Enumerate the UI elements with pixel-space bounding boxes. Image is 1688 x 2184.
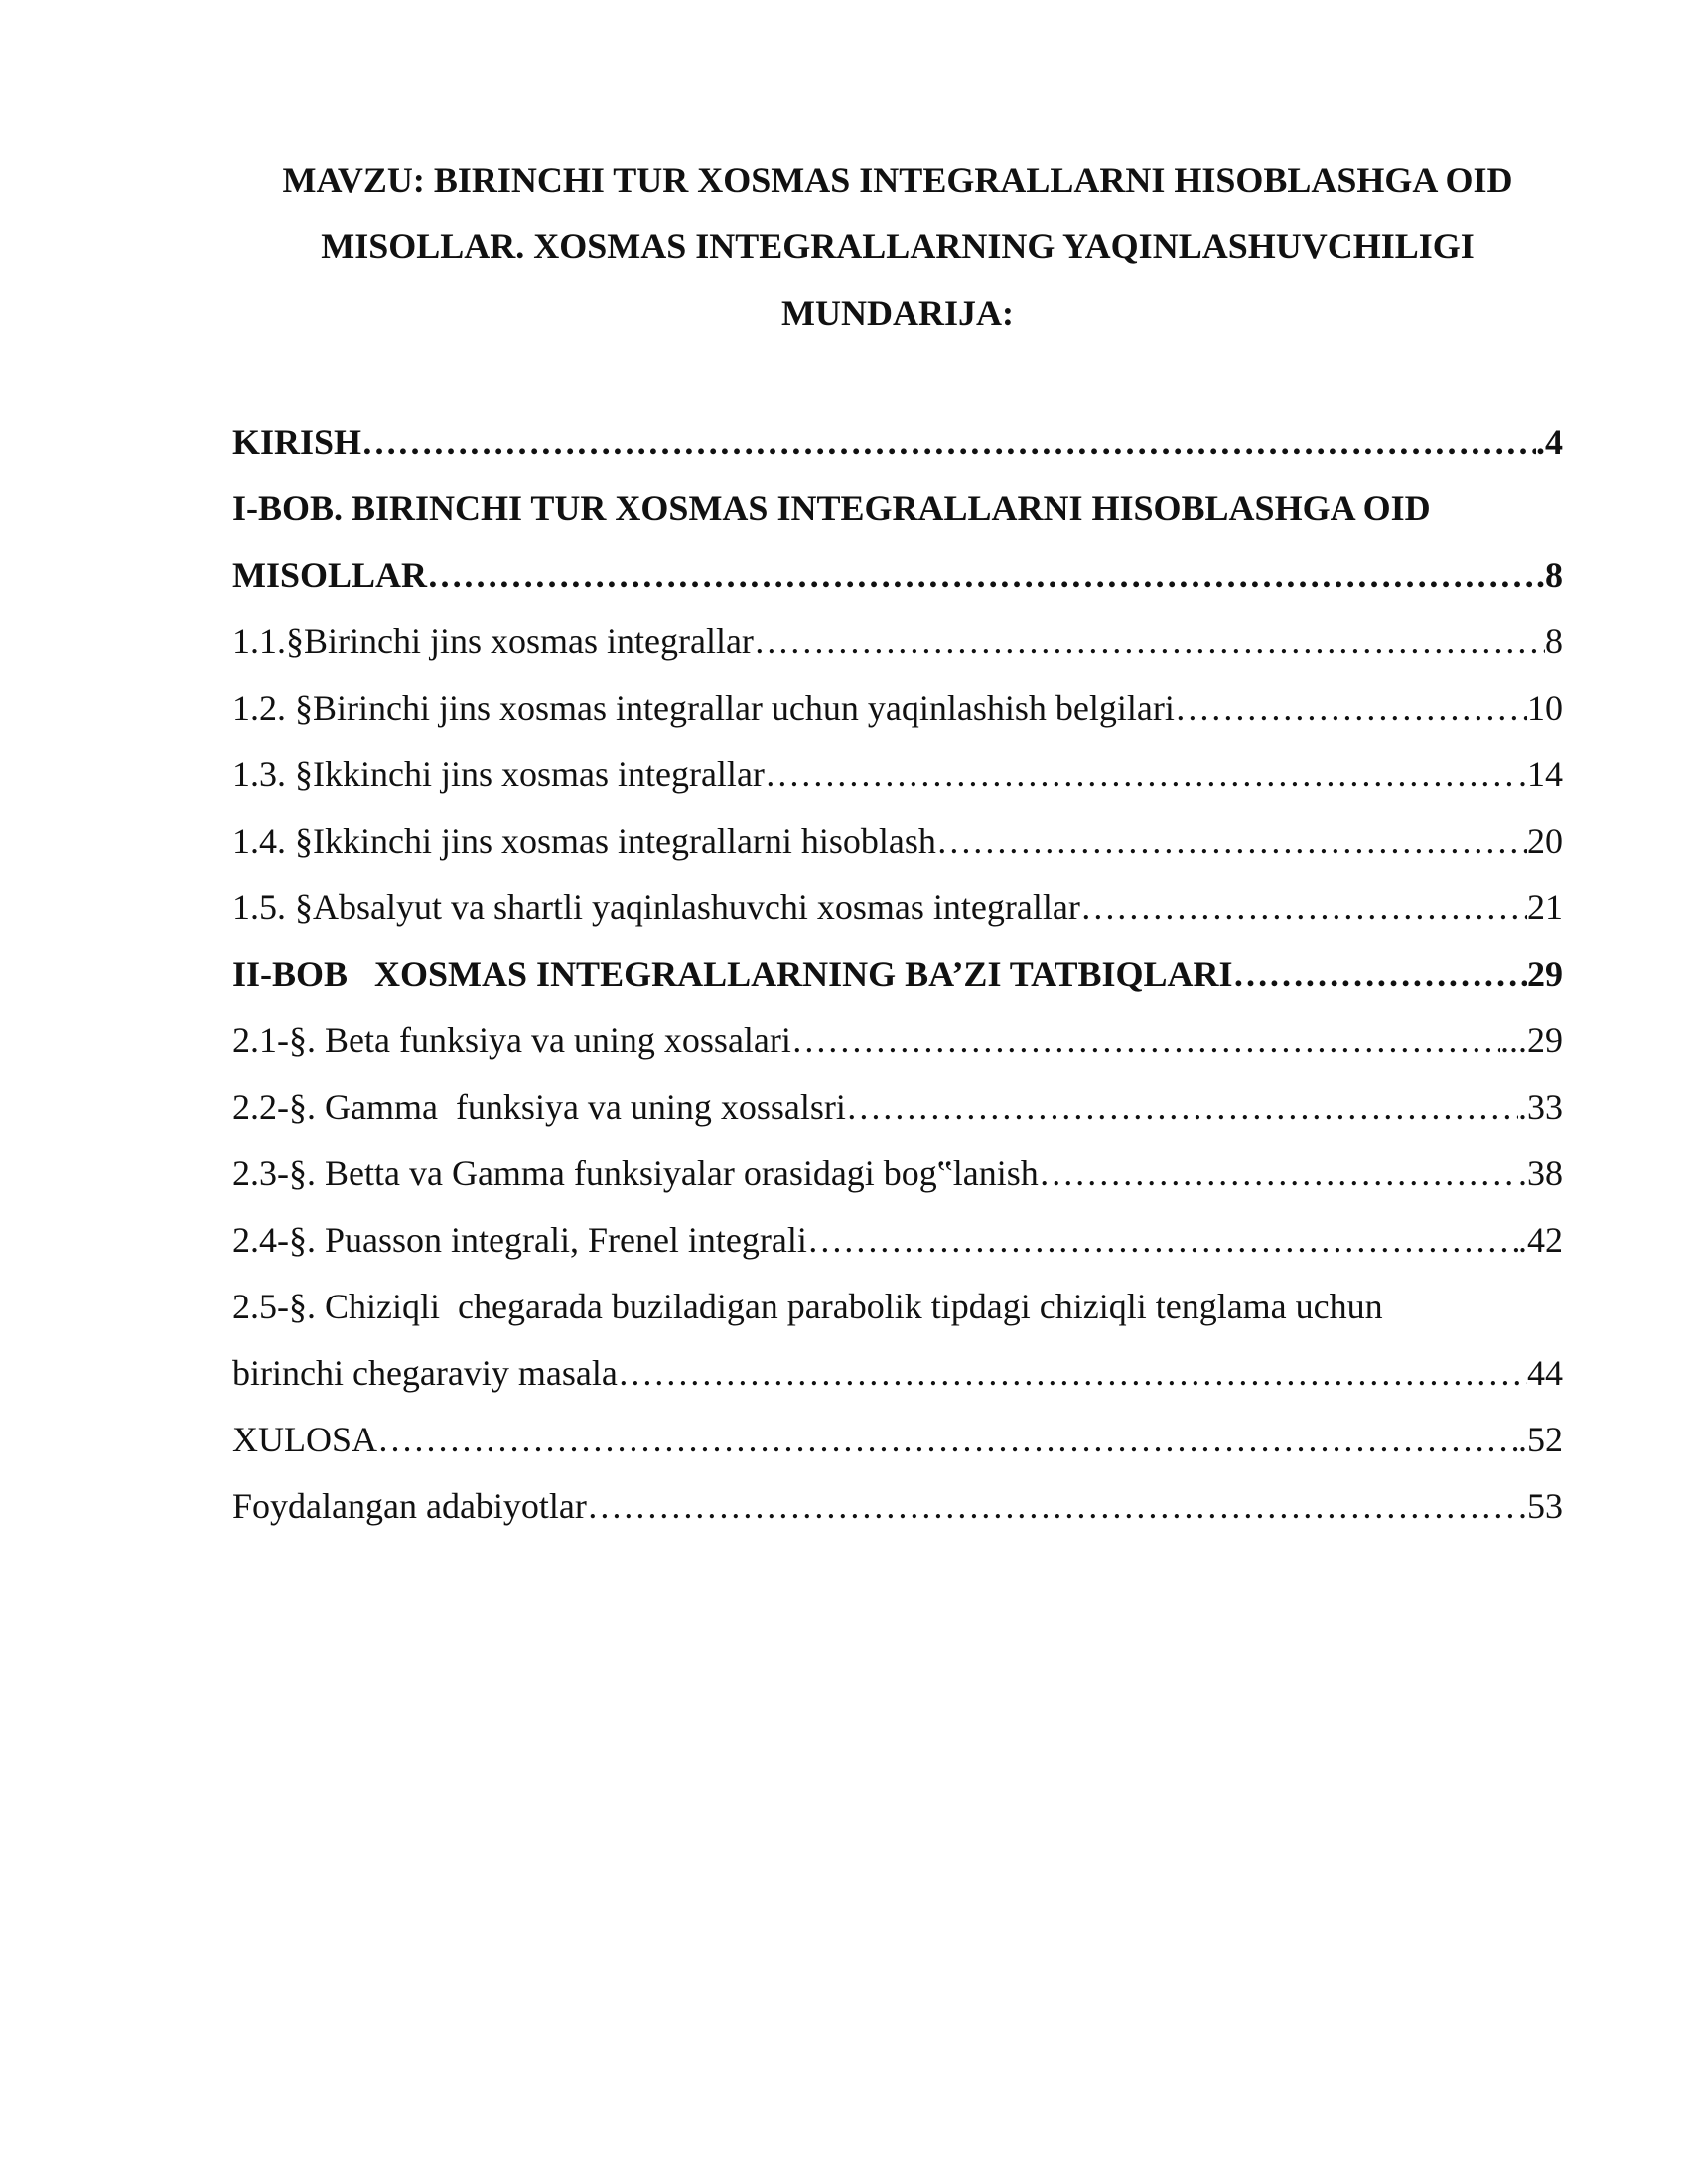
toc-leader-dots [1080,875,1527,941]
document-title [232,147,1563,346]
toc-entry-text: 1.3. §Ikkinchi jins xosmas integrallar [232,754,765,794]
toc-leader-dots [846,1074,1518,1141]
title-line-2: MISOLLAR. XOSMAS INTEGRALLARNING YAQINLASHUVCHILIGI [321,226,1475,266]
toc-leader-dots [754,609,1545,675]
toc-entry-2-2 [232,1074,1563,1141]
title-line-1: MAVZU: BIRINCHI TUR XOSMAS INTEGRALLARNI HISOBLASHGA OID [282,160,1513,200]
toc-entry-text: 2.5-§. Chiziqli chegarada buziladigan parabolik tipdagi chiziqli tenglama uchun [232,1287,1383,1326]
toc-leader-dots [587,1473,1518,1540]
toc-entry-page: 8 [1545,621,1563,661]
toc-entry-page: 20 [1527,821,1563,861]
toc-leader-dots [427,542,1536,609]
toc-entry-2-5-line-1 [232,1274,1563,1340]
toc-leader-dots [1233,941,1527,1008]
toc-entry-page: .8 [1536,555,1563,595]
table-of-contents [232,409,1563,1540]
toc-entry-text: XULOSA [232,1420,378,1459]
toc-entry-1-5 [232,875,1563,941]
toc-entry-page: 44 [1527,1353,1563,1393]
toc-entry-page: .14 [1518,754,1563,794]
toc-entry-text: 1.2. §Birinchi jins xosmas integrallar uchun yaqinlashish belgilari [232,688,1175,728]
toc-leader-dots [377,1407,1518,1473]
toc-leader-dots [618,1340,1527,1407]
toc-entry-page: .33 [1518,1087,1563,1127]
toc-entry-text: MISOLLAR [232,555,428,595]
toc-entry-chapter-1-line-2 [232,542,1563,609]
toc-entry-text: 1.5. §Absalyut va shartli yaqinlashuvchi xosmas integrallar [232,887,1080,927]
toc-entry-page: .53 [1518,1486,1563,1526]
toc-entry-chapter-1-line-1 [232,476,1563,542]
toc-entry-kirish [232,409,1563,476]
toc-entry-1-3 [232,742,1563,808]
toc-entry-text: 2.1-§. Beta funksiya va uning xossalari [232,1021,791,1060]
toc-leader-dots [936,808,1527,875]
toc-entry-2-4 [232,1207,1563,1274]
toc-entry-xulosa [232,1407,1563,1473]
toc-entry-text: KIRISH [232,422,362,462]
toc-leader-dots [765,742,1518,808]
toc-entry-page: 21 [1527,887,1563,927]
toc-entry-text: I-BOB. BIRINCHI TUR XOSMAS INTEGRALLARNI HISOBLASHGA OID [232,488,1431,528]
toc-entry-text: Foydalangan adabiyotlar [232,1486,587,1526]
toc-entry-page: 29 [1527,954,1563,994]
toc-entry-2-3 [232,1141,1563,1207]
toc-entry-1-2 [232,675,1563,742]
toc-leader-dots [807,1207,1518,1274]
toc-entry-text: birinchi chegaraviy masala [232,1353,618,1393]
contents-heading: MUNDARIJA: [781,293,1014,333]
toc-entry-2-5-line-2 [232,1340,1563,1407]
toc-entry-references [232,1473,1563,1540]
toc-entry-page: ...29 [1500,1021,1563,1060]
toc-entry-page: .52 [1518,1420,1563,1459]
toc-entry-text: 2.3-§. Betta va Gamma funksiyalar orasidagi bog‟lanish [232,1154,1039,1193]
toc-entry-page: .42 [1518,1220,1563,1260]
toc-leader-dots [1039,1141,1518,1207]
toc-leader-dots [1175,675,1527,742]
toc-leader-dots [791,1008,1500,1074]
toc-entry-text: 1.1.§Birinchi jins xosmas integrallar [232,621,754,661]
toc-entry-page: .38 [1518,1154,1563,1193]
toc-entry-chapter-2 [232,941,1563,1008]
toc-entry-2-1 [232,1008,1563,1074]
toc-entry-1-4 [232,808,1563,875]
toc-leader-dots [361,409,1536,476]
toc-entry-page: 10 [1527,688,1563,728]
toc-entry-text: 2.4-§. Puasson integrali, Frenel integrali [232,1220,807,1260]
toc-entry-1-1 [232,609,1563,675]
toc-entry-text: 1.4. §Ikkinchi jins xosmas integrallarni hisoblash [232,821,936,861]
toc-entry-page: .4 [1536,422,1563,462]
toc-entry-text: 2.2-§. Gamma funksiya va uning xossalsri [232,1087,846,1127]
toc-entry-text: II-BOB XOSMAS INTEGRALLARNING BA’ZI TATBIQLARI [232,954,1233,994]
